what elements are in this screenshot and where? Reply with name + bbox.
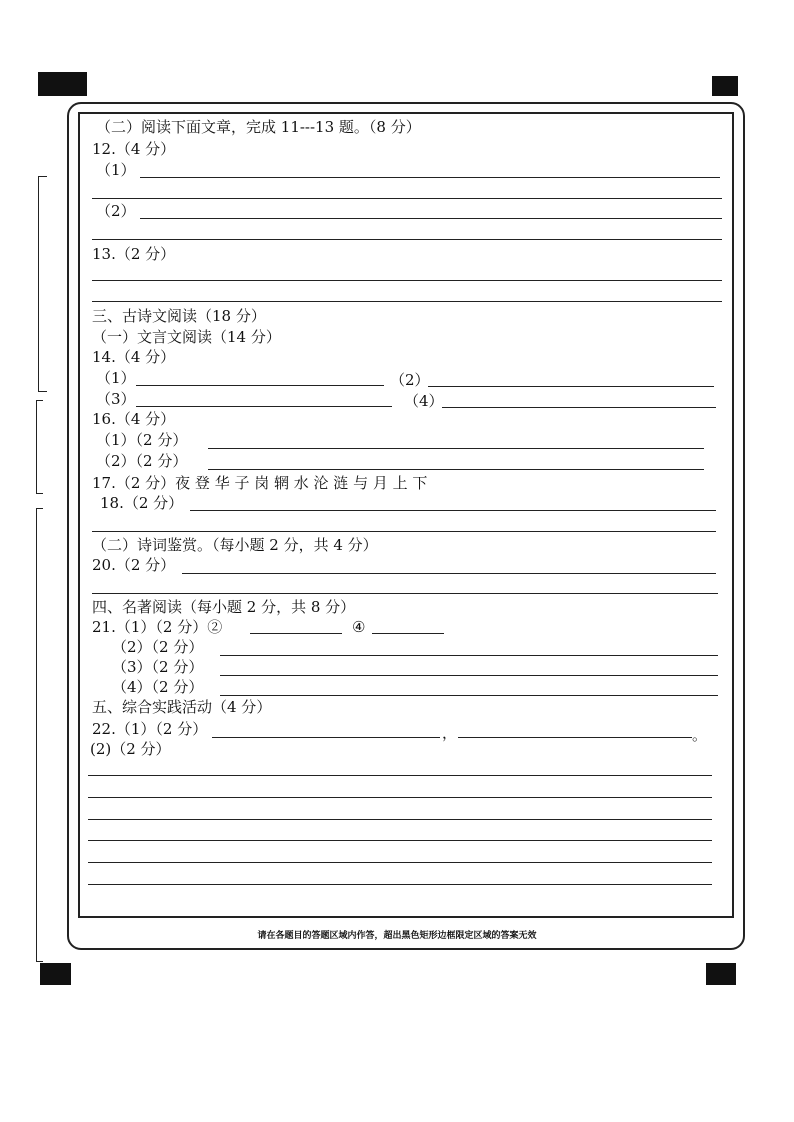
question-14-1-label: （1）	[96, 369, 136, 387]
answer-line-13b[interactable]	[92, 301, 722, 302]
answer-line-13[interactable]	[92, 280, 722, 281]
answer-line-21-4[interactable]	[220, 695, 718, 696]
answer-line-14-1[interactable]	[136, 385, 384, 386]
answer-line-20b[interactable]	[92, 593, 718, 594]
question-21-2-label: （2）（2 分）	[112, 638, 204, 656]
question-20-label: 20.（2 分）	[92, 556, 176, 574]
answer-line-18b[interactable]	[92, 531, 716, 532]
answer-line-14-3[interactable]	[136, 406, 392, 407]
question-21-1-label: 21.（1）（2 分）②	[92, 618, 223, 636]
answer-line-22-1b[interactable]	[458, 737, 692, 738]
registration-mark-top-left	[38, 72, 87, 96]
question-16-label: 16.（4 分）	[92, 410, 176, 428]
question-14-2-label: （2）	[390, 371, 430, 389]
question-16-2-label: （2）（2 分）	[96, 452, 188, 470]
answer-line-21-1b[interactable]	[372, 633, 444, 634]
answer-line-22-2c[interactable]	[88, 819, 712, 820]
answer-line-12-1b[interactable]	[92, 198, 722, 199]
section-3-2-heading: （二）诗词鉴赏。（每小题 2 分，共 4 分）	[92, 536, 378, 554]
answer-line-14-2[interactable]	[428, 386, 714, 387]
answer-line-22-2d[interactable]	[88, 840, 712, 841]
answer-line-12-2b[interactable]	[92, 239, 722, 240]
question-13-label: 13.（2 分）	[92, 245, 176, 263]
question-17-text: 17.（2 分）夜 登 华 子 岗 辋 水 沦 涟 与 月 上 下	[92, 474, 428, 492]
question-21-3-label: （3）（2 分）	[112, 658, 204, 676]
question-14-label: 14.（4 分）	[92, 348, 176, 366]
section-3-heading: 三、古诗文阅读（18 分）	[92, 307, 266, 325]
question-22-comma: ，	[442, 724, 458, 742]
question-16-1-label: （1）（2 分）	[96, 431, 188, 449]
answer-line-22-2f[interactable]	[88, 884, 712, 885]
answer-line-22-2a[interactable]	[88, 775, 712, 776]
question-21-4-label: （4）（2 分）	[112, 678, 204, 696]
answer-line-14-4[interactable]	[442, 407, 716, 408]
binding-bracket-1	[38, 176, 47, 392]
answer-line-21-2[interactable]	[220, 655, 718, 656]
answer-line-12-1[interactable]	[140, 177, 720, 178]
question-22-2-label: (2)（2 分）	[90, 740, 171, 758]
answer-line-18[interactable]	[190, 510, 716, 511]
binding-bracket-2	[36, 400, 43, 494]
registration-mark-top-right	[712, 76, 738, 96]
section-4-heading: 四、名著阅读（每小题 2 分，共 8 分）	[92, 598, 356, 616]
question-22-1-label: 22.（1）（2 分）	[92, 720, 208, 738]
registration-mark-bottom-left	[40, 963, 71, 985]
section-reading-heading: （二）阅读下面文章，完成 11---13 题。（8 分）	[96, 118, 421, 136]
section-3-1-heading: （一）文言文阅读（14 分）	[92, 328, 281, 346]
answer-line-21-3[interactable]	[220, 675, 718, 676]
question-14-3-label: （3）	[96, 390, 136, 408]
answer-line-22-2b[interactable]	[88, 797, 712, 798]
answer-line-16-1[interactable]	[208, 448, 704, 449]
question-18-label: 18.（2 分）	[100, 494, 184, 512]
question-12-2-label: （2）	[96, 202, 136, 220]
answer-line-16-2[interactable]	[208, 469, 704, 470]
question-22-period: 。	[692, 726, 708, 744]
footer-notice: 请在各题目的答题区域内作答，超出黑色矩形边框限定区域的答案无效	[257, 931, 537, 941]
answer-line-22-2e[interactable]	[88, 862, 712, 863]
question-12-1-label: （1）	[96, 161, 136, 179]
answer-line-21-1a[interactable]	[250, 633, 342, 634]
answer-line-20[interactable]	[182, 573, 716, 574]
binding-bracket-3	[36, 508, 43, 962]
answer-line-12-2[interactable]	[140, 218, 722, 219]
question-21-1-circle4: ④	[352, 618, 366, 636]
section-5-heading: 五、综合实践活动（4 分）	[92, 698, 272, 716]
answer-line-22-1a[interactable]	[212, 737, 440, 738]
registration-mark-bottom-right	[706, 963, 736, 985]
question-12-label: 12.（4 分）	[92, 140, 176, 158]
question-14-4-label: （4）	[404, 392, 444, 410]
